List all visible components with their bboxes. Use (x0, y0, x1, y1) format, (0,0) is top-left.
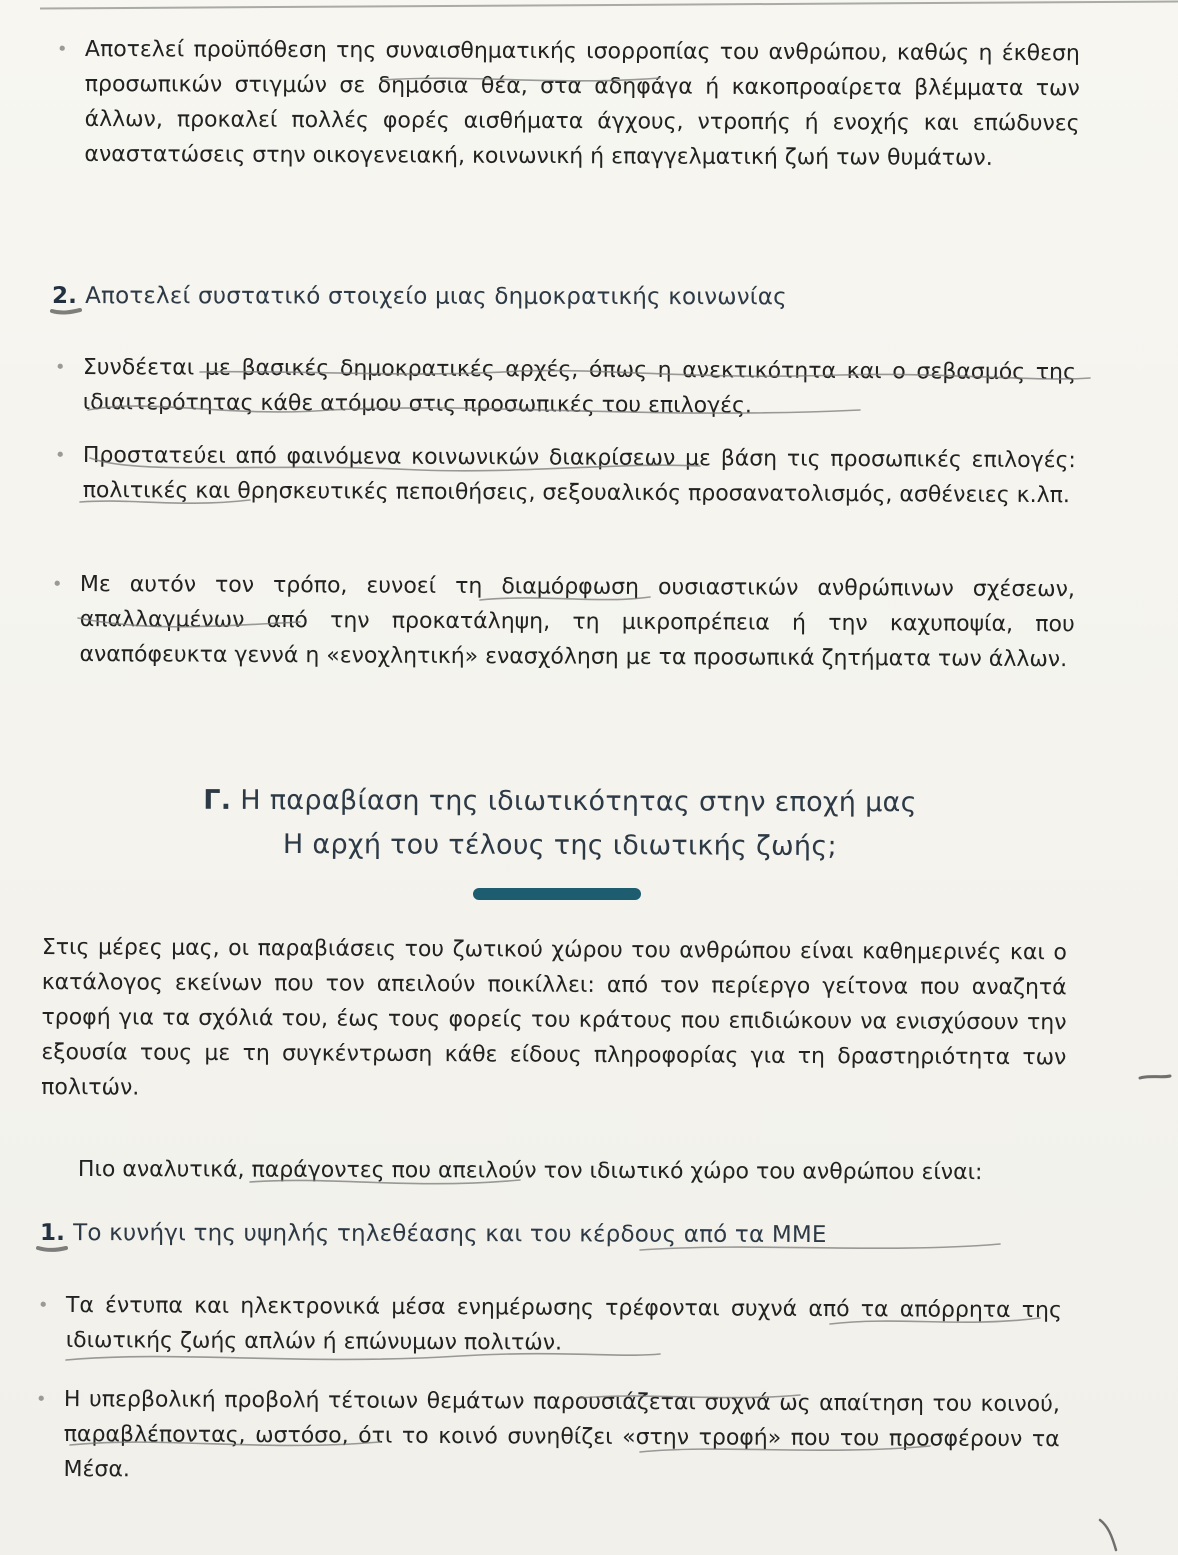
bullet-marker: • (54, 444, 66, 466)
bullet-marker: • (54, 356, 66, 378)
pencil-mark-margin (1140, 1076, 1170, 1078)
section-c-prefix: Γ. (203, 784, 232, 816)
heading-ratings-profit (40, 1218, 940, 1250)
heading-text: Αποτελεί συστατικό στοιχείο μιας δημοκρατικής κοινωνίας (85, 283, 787, 311)
pencil-mark-corner (1100, 1520, 1116, 1550)
bullet-democratic-principles (54, 350, 1076, 425)
section-c-title-text: Η παραβίαση της ιδιωτικότητας στην εποχή μας (240, 784, 917, 819)
bullet-public-demand (35, 1382, 1060, 1492)
title-accent-bar (473, 888, 641, 900)
bullet-emotional-balance (56, 32, 1080, 176)
bullet-marker: • (37, 1294, 49, 1316)
bullet-media-secrets (37, 1288, 1062, 1363)
lead-text: Πιο αναλυτικά, παράγοντες που απειλούν τον ιδιωτικό χώρο του ανθρώπου είναι: (77, 1157, 983, 1186)
bullet-marker: • (35, 1388, 47, 1410)
bullet-marker: • (51, 573, 63, 595)
bullet-text: Με αυτόν τον τρόπο, ευνοεί τη διαμόρφωση ουσιαστικών ανθρώπινων σχέσεων, απαλλαγμένων από την προκατάληψη, τη μικροπρέπεια ή την καχυποψία, που αναπόφευκτα γεννά η «ενοχλητική» ενασχόληση με τα προσωπικά ζητήματα των άλλων. (79, 571, 1075, 673)
section-c-title-line2: Η αρχή του τέλους της ιδιωτικής ζωής; (282, 829, 837, 862)
bullet-human-relations (51, 567, 1075, 677)
intro-text: Στις μέρες μας, οι παραβιάσεις του ζωτικού χώρου του ανθρώπου είναι καθημερινές και ο κατάλογος εκείνων που τον απειλούν ποικίλλει: από τον περίεργο γείτονα που αναζητά τροφή για τα σχόλιά του, έως τους φορείς του κράτους που επιδιώκουν να ενισχύσουν την εξουσία τους με τη συγκέντρωση κάθε είδους πληροφορίας για τη δραστηριότητα των πολιτών. (41, 934, 1067, 1101)
heading-text: Το κυνήγι της υψηλής τηλεθέασης και του κέρδους από τα ΜΜΕ (73, 1220, 827, 1249)
heading-number: 2. (51, 283, 78, 310)
bullet-discrimination-protection (54, 438, 1076, 513)
pencil-mark-one (38, 1248, 66, 1250)
bullet-text: Τα έντυπα και ηλεκτρονικά μέσα ενημέρωσης τρέφονται συχνά από τα απόρρητα της ιδιωτικής ζωής απλών ή επώνυμων πολιτών. (65, 1292, 1062, 1356)
intro-paragraph (41, 930, 1067, 1110)
bullet-marker: • (56, 38, 68, 60)
bullet-text: Η υπερβολική προβολή τέτοιων θεμάτων παρουσιάζεται συχνά ως απαίτηση του κοινού, παραβλέποντας, ωστόσο, ότι το κοινό συνηθίζει «στην τροφή» που του προσφέρουν τα Μέσα. (63, 1386, 1060, 1483)
section-c-title (160, 779, 960, 870)
heading-number: 1. (39, 1220, 66, 1247)
bullet-text: Συνδέεται με βασικές δημοκρατικές αρχές, όπως η ανεκτικότητα και ο σεβασμός της ιδιαιτερότητας κάθε ατόμου στις προσωπικές του επιλογές. (82, 354, 1076, 419)
bullet-text: Αποτελεί προϋπόθεση της συναισθηματικής ισορροπίας του ανθρώπου, καθώς η έκθεση προσωπικών στιγμών σε δημόσια θέα, στα αδηφάγα ή κακοπροαίρετα βλέμματα των άλλων, προκαλεί πολλές φορές αισθήματα άγχους, ντροπής ή ενοχής και επώδυνες αναστατώσεις στην οικογενειακή, κοινωνική ή επαγγελματική ζωή των θυμάτων. (84, 36, 1080, 171)
top-edge-rule (40, 1, 1178, 10)
section-c-title-line1 (160, 779, 960, 826)
heading-democratic-society (52, 281, 952, 313)
bullet-text: Προστατεύει από φαινόμενα κοινωνικών διακρίσεων με βάση τις προσωπικές επιλογές: πολιτικές και θρησκευτικές πεποιθήσεις, σεξουαλικός προσανατολισμός, ασθένειες κ.λπ. (82, 442, 1076, 509)
lead-sentence (78, 1152, 1078, 1190)
